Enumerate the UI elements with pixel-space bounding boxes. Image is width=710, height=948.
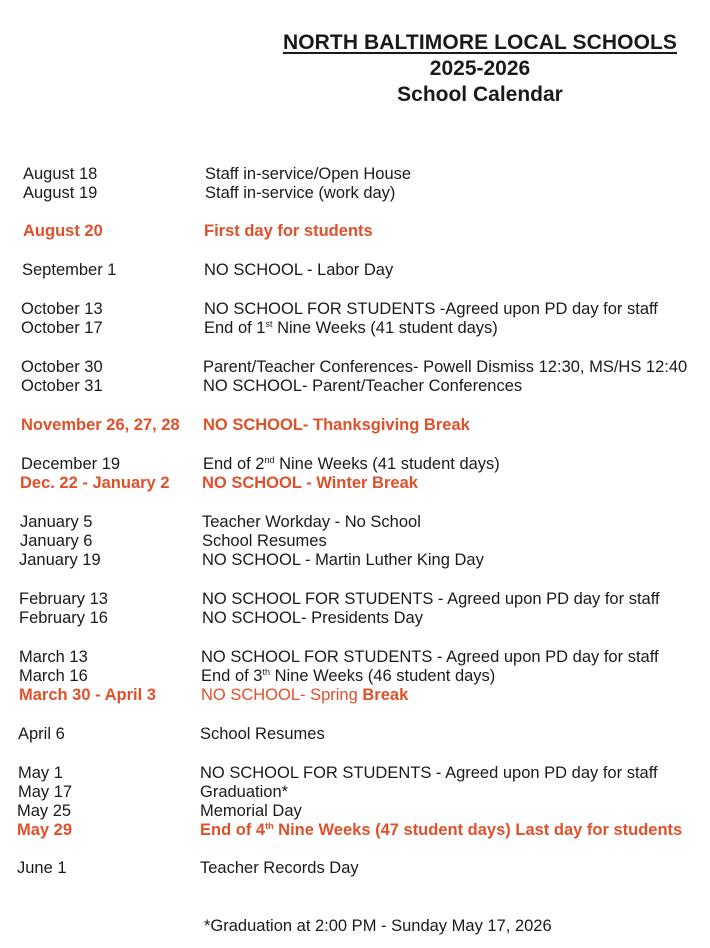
event-date: January 6 bbox=[20, 532, 93, 550]
event-description: NO SCHOOL - Labor Day bbox=[204, 261, 394, 279]
graduation-footnote: *Graduation at 2:00 PM - Sunday May 17, 2026 bbox=[204, 917, 552, 935]
event-date: May 29 bbox=[17, 821, 73, 839]
event-row bbox=[0, 724, 710, 744]
event-row bbox=[0, 357, 710, 377]
event-row-highlight bbox=[0, 221, 710, 241]
event-description: NO SCHOOL FOR STUDENTS -Agreed upon PD day for staff bbox=[204, 300, 658, 318]
event-description: NO SCHOOL- Parent/Teacher Conferences bbox=[203, 377, 523, 395]
event-description: Staff in-service/Open House bbox=[205, 165, 412, 183]
event-date: May 17 bbox=[18, 783, 73, 801]
event-date: October 17 bbox=[21, 319, 103, 337]
event-date: May 1 bbox=[18, 764, 63, 782]
event-row bbox=[0, 666, 710, 686]
event-description: End of 3th Nine Weeks (46 student days) bbox=[201, 667, 496, 685]
event-description: NO SCHOOL FOR STUDENTS - Agreed upon PD day for staff bbox=[200, 764, 658, 782]
event-description: Teacher Workday - No School bbox=[202, 513, 421, 531]
event-date: September 1 bbox=[22, 261, 117, 279]
event-description: Parent/Teacher Conferences- Powell Dismiss 12:30, MS/HS 12:40 bbox=[203, 358, 688, 376]
event-date: April 6 bbox=[18, 725, 65, 743]
event-row-highlight bbox=[0, 415, 710, 435]
event-date: March 13 bbox=[19, 648, 88, 666]
calendar-header bbox=[250, 30, 710, 108]
event-row bbox=[0, 512, 710, 532]
event-row bbox=[0, 454, 710, 474]
district-title: NORTH BALTIMORE LOCAL SCHOOLS bbox=[282, 31, 678, 54]
event-date: August 20 bbox=[23, 222, 103, 240]
event-row bbox=[0, 782, 710, 802]
event-description: End of 4th Nine Weeks (47 student days) Last day for students bbox=[200, 821, 683, 839]
event-date: October 13 bbox=[21, 300, 103, 318]
event-date: Dec. 22 - January 2 bbox=[20, 474, 170, 492]
event-description: School Resumes bbox=[200, 725, 325, 743]
event-date: October 31 bbox=[21, 377, 103, 395]
event-row bbox=[0, 763, 710, 783]
event-date: January 5 bbox=[20, 513, 93, 531]
event-description: NO SCHOOL- Presidents Day bbox=[202, 609, 423, 627]
event-row bbox=[0, 647, 710, 667]
event-row bbox=[0, 801, 710, 821]
event-description: Teacher Records Day bbox=[200, 859, 359, 877]
event-row bbox=[0, 858, 710, 878]
event-description: NO SCHOOL FOR STUDENTS - Agreed upon PD day for staff bbox=[201, 648, 659, 666]
event-date: August 19 bbox=[23, 184, 98, 202]
event-row bbox=[0, 376, 710, 396]
event-row bbox=[0, 589, 710, 609]
event-row bbox=[0, 318, 710, 338]
event-description: School Resumes bbox=[202, 532, 327, 550]
event-date: December 19 bbox=[21, 455, 121, 473]
event-description: End of 2nd Nine Weeks (41 student days) bbox=[203, 455, 500, 473]
event-row bbox=[0, 550, 710, 570]
event-description: Staff in-service (work day) bbox=[205, 184, 396, 202]
event-row bbox=[0, 531, 710, 551]
event-date: February 13 bbox=[19, 590, 108, 608]
event-date: March 30 - April 3 bbox=[19, 686, 156, 704]
event-date: March 16 bbox=[19, 667, 88, 685]
calendar-subtitle: School Calendar bbox=[397, 83, 563, 106]
event-row-highlight bbox=[0, 685, 710, 705]
event-description: NO SCHOOL - Martin Luther King Day bbox=[202, 551, 484, 569]
event-description: Graduation* bbox=[200, 783, 289, 801]
event-row bbox=[0, 183, 710, 203]
event-description: NO SCHOOL- Spring Break bbox=[201, 686, 409, 704]
event-description: NO SCHOOL - Winter Break bbox=[202, 474, 418, 492]
school-year: 2025-2026 bbox=[429, 57, 531, 80]
event-row-highlight bbox=[0, 473, 710, 493]
event-description: NO SCHOOL FOR STUDENTS - Agreed upon PD day for staff bbox=[202, 590, 660, 608]
event-date: June 1 bbox=[17, 859, 67, 877]
event-description: First day for students bbox=[204, 222, 373, 240]
event-date: February 16 bbox=[19, 609, 108, 627]
event-row-highlight bbox=[0, 820, 710, 840]
event-date: January 19 bbox=[19, 551, 101, 569]
event-row bbox=[0, 260, 710, 280]
event-row bbox=[0, 299, 710, 319]
event-description: End of 1st Nine Weeks (41 student days) bbox=[204, 319, 498, 337]
event-date: August 18 bbox=[23, 165, 98, 183]
event-description: NO SCHOOL- Thanksgiving Break bbox=[203, 416, 470, 434]
event-description: Memorial Day bbox=[200, 802, 302, 820]
event-row bbox=[0, 608, 710, 628]
event-date: November 26, 27, 28 bbox=[21, 416, 180, 434]
event-row bbox=[0, 164, 710, 184]
event-date: October 30 bbox=[21, 358, 103, 376]
event-date: May 25 bbox=[17, 802, 72, 820]
